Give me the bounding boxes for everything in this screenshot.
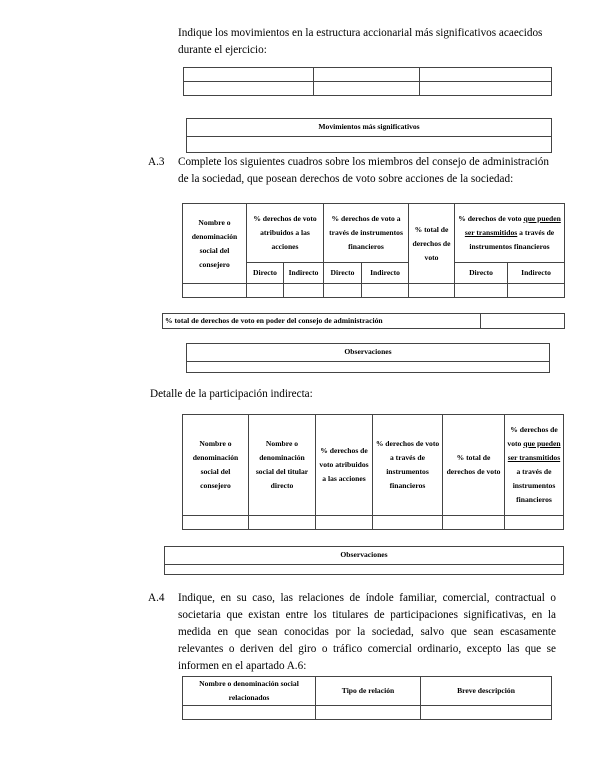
col-transmitidos-header [455, 204, 565, 263]
table-header-row [183, 204, 565, 263]
subheader-directo: Directo [247, 263, 284, 284]
table-cell [183, 706, 316, 720]
table-row [183, 706, 552, 720]
a4-text: Indique, en su caso, las relaciones de índole familiar, comercial, contractual o societaria que existan entre los titulares de participaciones significativas, en la medida en que sean conocidas por la sociedad, salvo que sean escasamente relevantes o deriven del giro o tráfico comercial ordinario, excepto las que se informen en el apartado A.6: [178, 592, 556, 672]
table-cell [324, 284, 362, 298]
col-instrumentos-header: % derechos de voto a través de instrumentos financieros [373, 415, 443, 516]
table-cell [505, 516, 564, 530]
col-atribuidos-header: % derechos de voto atribuidos a las acciones [247, 204, 324, 263]
transmit-underlined: que pueden ser transmitidos [507, 439, 561, 462]
table-cell [508, 284, 565, 298]
observaciones-caption: Observaciones [165, 547, 563, 565]
table-cell [314, 68, 420, 82]
table-row [163, 314, 565, 329]
col-titular-header: Nombre o denominación social del titular directo [249, 415, 316, 516]
col-instrumentos-header: % derechos de voto a través de instrumentos financieros [324, 204, 409, 263]
col-descripcion-header: Breve descripción [421, 677, 552, 706]
col-total-header: % total de derechos de voto [409, 204, 455, 284]
col-tipo-header: Tipo de relación [316, 677, 421, 706]
table-cell [443, 516, 505, 530]
table-cell [184, 82, 314, 96]
transmit-post: a través de instrumentos financieros [512, 467, 556, 504]
a3-text: Complete los siguientes cuadros sobre los miembros del consejo de administración de la sociedad, que posean derechos de voto sobre acciones de la sociedad: [178, 156, 549, 185]
table-cell [183, 284, 247, 298]
table-cell [184, 68, 314, 82]
section-number-a3: A.3 [148, 156, 165, 168]
table-cell [314, 82, 420, 96]
table-header-row [183, 677, 552, 706]
table-row [184, 82, 552, 96]
transmit-post: a través de instrumentos financieros [469, 228, 555, 251]
relaciones-table [182, 676, 552, 720]
movimientos-caption: Movimientos más significativos [187, 119, 551, 137]
observaciones-box-detalle [164, 546, 564, 575]
subheader-directo: Directo [455, 263, 508, 284]
col-total-header: % total de derechos de voto [443, 415, 505, 516]
table-cell [316, 516, 373, 530]
col-consejero-header: Nombre o denominación social del consejero [183, 415, 249, 516]
subheader-directo: Directo [324, 263, 362, 284]
table-cell [247, 284, 284, 298]
table-cell [316, 706, 421, 720]
col-atribuidos-header: % derechos de voto atribuidos a las acciones [316, 415, 373, 516]
table-cell [420, 68, 552, 82]
subheader-indirecto: Indirecto [284, 263, 324, 284]
table-row [183, 516, 564, 530]
table-cell [249, 516, 316, 530]
table-cell [421, 706, 552, 720]
transmit-pre: % derechos de voto [507, 425, 558, 448]
transmit-underlined: que pueden ser transmitidos [464, 214, 561, 237]
section-number-a4: A.4 [148, 592, 165, 604]
consejo-table [182, 203, 565, 298]
table-cell [362, 284, 409, 298]
movements-table [183, 67, 552, 96]
total-consejo-label: % total de derechos de voto en poder del consejo de administración [163, 314, 481, 329]
total-consejo-value [481, 314, 565, 329]
detalle-table [182, 414, 564, 530]
col-nombre-header: Nombre o denominación social del consejero [183, 204, 247, 284]
col-nombre-header: Nombre o denominación social relacionados [183, 677, 316, 706]
table-cell [373, 516, 443, 530]
observaciones-caption: Observaciones [187, 344, 549, 362]
subheader-indirecto: Indirecto [362, 263, 409, 284]
table-header-row [183, 415, 564, 516]
table-row [184, 68, 552, 82]
transmit-pre: % derechos de voto [458, 214, 524, 223]
table-cell [420, 82, 552, 96]
table-cell [284, 284, 324, 298]
table-cell [455, 284, 508, 298]
subheader-indirecto: Indirecto [508, 263, 565, 284]
total-consejo-table [162, 313, 565, 329]
movimientos-box [186, 118, 552, 153]
detalle-title: Detalle de la participación indirecta: [150, 388, 313, 400]
intro-text: Indique los movimientos en la estructura accionarial más significativos acaecidos durante el ejercicio: [178, 27, 543, 56]
table-cell [409, 284, 455, 298]
table-row [183, 284, 565, 298]
observaciones-box-a3 [186, 343, 550, 373]
col-transmitidos-header [505, 415, 564, 516]
table-cell [183, 516, 249, 530]
